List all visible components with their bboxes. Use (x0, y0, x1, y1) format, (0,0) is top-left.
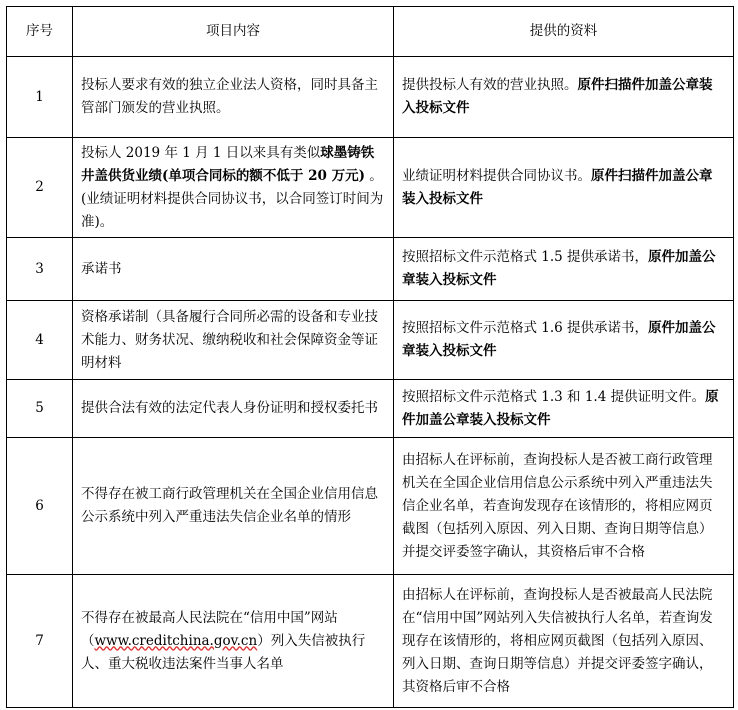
content-note: 。(业绩证明材料提供合同协议书，以合同签订时间为准)。 (81, 167, 384, 230)
table-row (7, 138, 734, 238)
row-material: 由招标人在评标前，查询投标人是否被工商行政管理机关在全国企业信用信息公示系统中列入严重违法失信企业名单，若查询发现存在该情形的，将相应网页截图（包括列入原因、列入日期、查询日期等信息）并提交评委签字确认，其资格后审不合格 (394, 438, 734, 575)
row-content (73, 575, 394, 708)
table-row (7, 380, 734, 438)
row-number: 1 (7, 57, 73, 138)
row-material (394, 238, 734, 301)
header-row (7, 7, 734, 57)
row-content: 投标人要求有效的独立企业法人资格，同时具备主管部门颁发的营业执照。 (73, 57, 394, 138)
row-number: 4 (7, 301, 73, 380)
row-number: 6 (7, 438, 73, 575)
row-number: 7 (7, 575, 73, 708)
header-material: 提供的资料 (394, 7, 734, 57)
row-content (73, 138, 394, 238)
table-row (7, 301, 734, 380)
row-number: 3 (7, 238, 73, 301)
row-material (394, 57, 734, 138)
row-content: 承诺书 (73, 238, 394, 301)
row-material (394, 380, 734, 438)
table-row (7, 575, 734, 708)
row-number: 2 (7, 138, 73, 238)
material-text: 按照招标文件示范格式 1.3 和 1.4 提供证明文件。 (402, 388, 706, 405)
content-text: 投标人 2019 年 1 月 1 日以来具有类似 (81, 144, 321, 161)
creditchina-link[interactable]: www.creditchina.gov.cn (94, 632, 258, 649)
material-bold: 原件加盖公章装入投标文件 (402, 249, 716, 288)
row-content: 不得存在被工商行政管理机关在全国企业信用信息公示系统中列入严重违法失信企业名单的情形 (73, 438, 394, 575)
material-text: 业绩证明材料提供合同协议书。 (402, 167, 591, 184)
material-bold: 原件加盖公章装入投标文件 (402, 320, 716, 359)
material-bold: 原件扫描件加盖公章装入投标文件 (402, 77, 713, 116)
content-text: 不得存在被最高人民法院在“信用中国”网站（ (81, 609, 338, 649)
table-row (7, 438, 734, 575)
material-text: 按照招标文件示范格式 1.6 提供承诺书， (402, 320, 649, 336)
qualification-table (6, 6, 734, 708)
material-text: 按照招标文件示范格式 1.5 提供承诺书， (402, 249, 649, 265)
row-material: 由招标人在评标前，查询投标人是否被最高人民法院在“信用中国”网站列入失信被执行人名单，若查询发现存在该情形的，将相应网页截图（包括列入原因、列入日期、查询日期等信息）并提交评委签字确认，其资格后审不合格 (394, 575, 734, 708)
material-text: 提供投标人有效的营业执照。 (402, 77, 578, 93)
row-material (394, 138, 734, 238)
row-number: 5 (7, 380, 73, 438)
header-content: 项目内容 (73, 7, 394, 57)
table-row (7, 238, 734, 301)
row-material (394, 301, 734, 380)
header-no: 序号 (7, 7, 73, 57)
material-bold: 原件加盖公章装入投标文件 (402, 388, 719, 428)
row-content: 提供合法有效的法定代表人身份证明和授权委托书 (73, 380, 394, 438)
content-text-end: ）列入失信被执行人、重大税收违法案件当事人名单 (81, 632, 366, 672)
material-bold: 原件扫描件加盖公章装入投标文件 (402, 167, 713, 207)
content-bold: 球墨铸铁井盖供货业绩(单项合同标的额不低于 20 万元) (81, 144, 375, 184)
table-row (7, 57, 734, 138)
row-content: 资格承诺制（具备履行合同所必需的设备和专业技术能力、财务状况、缴纳税收和社会保障资金等证明材料 (73, 301, 394, 380)
table-container (6, 6, 734, 708)
